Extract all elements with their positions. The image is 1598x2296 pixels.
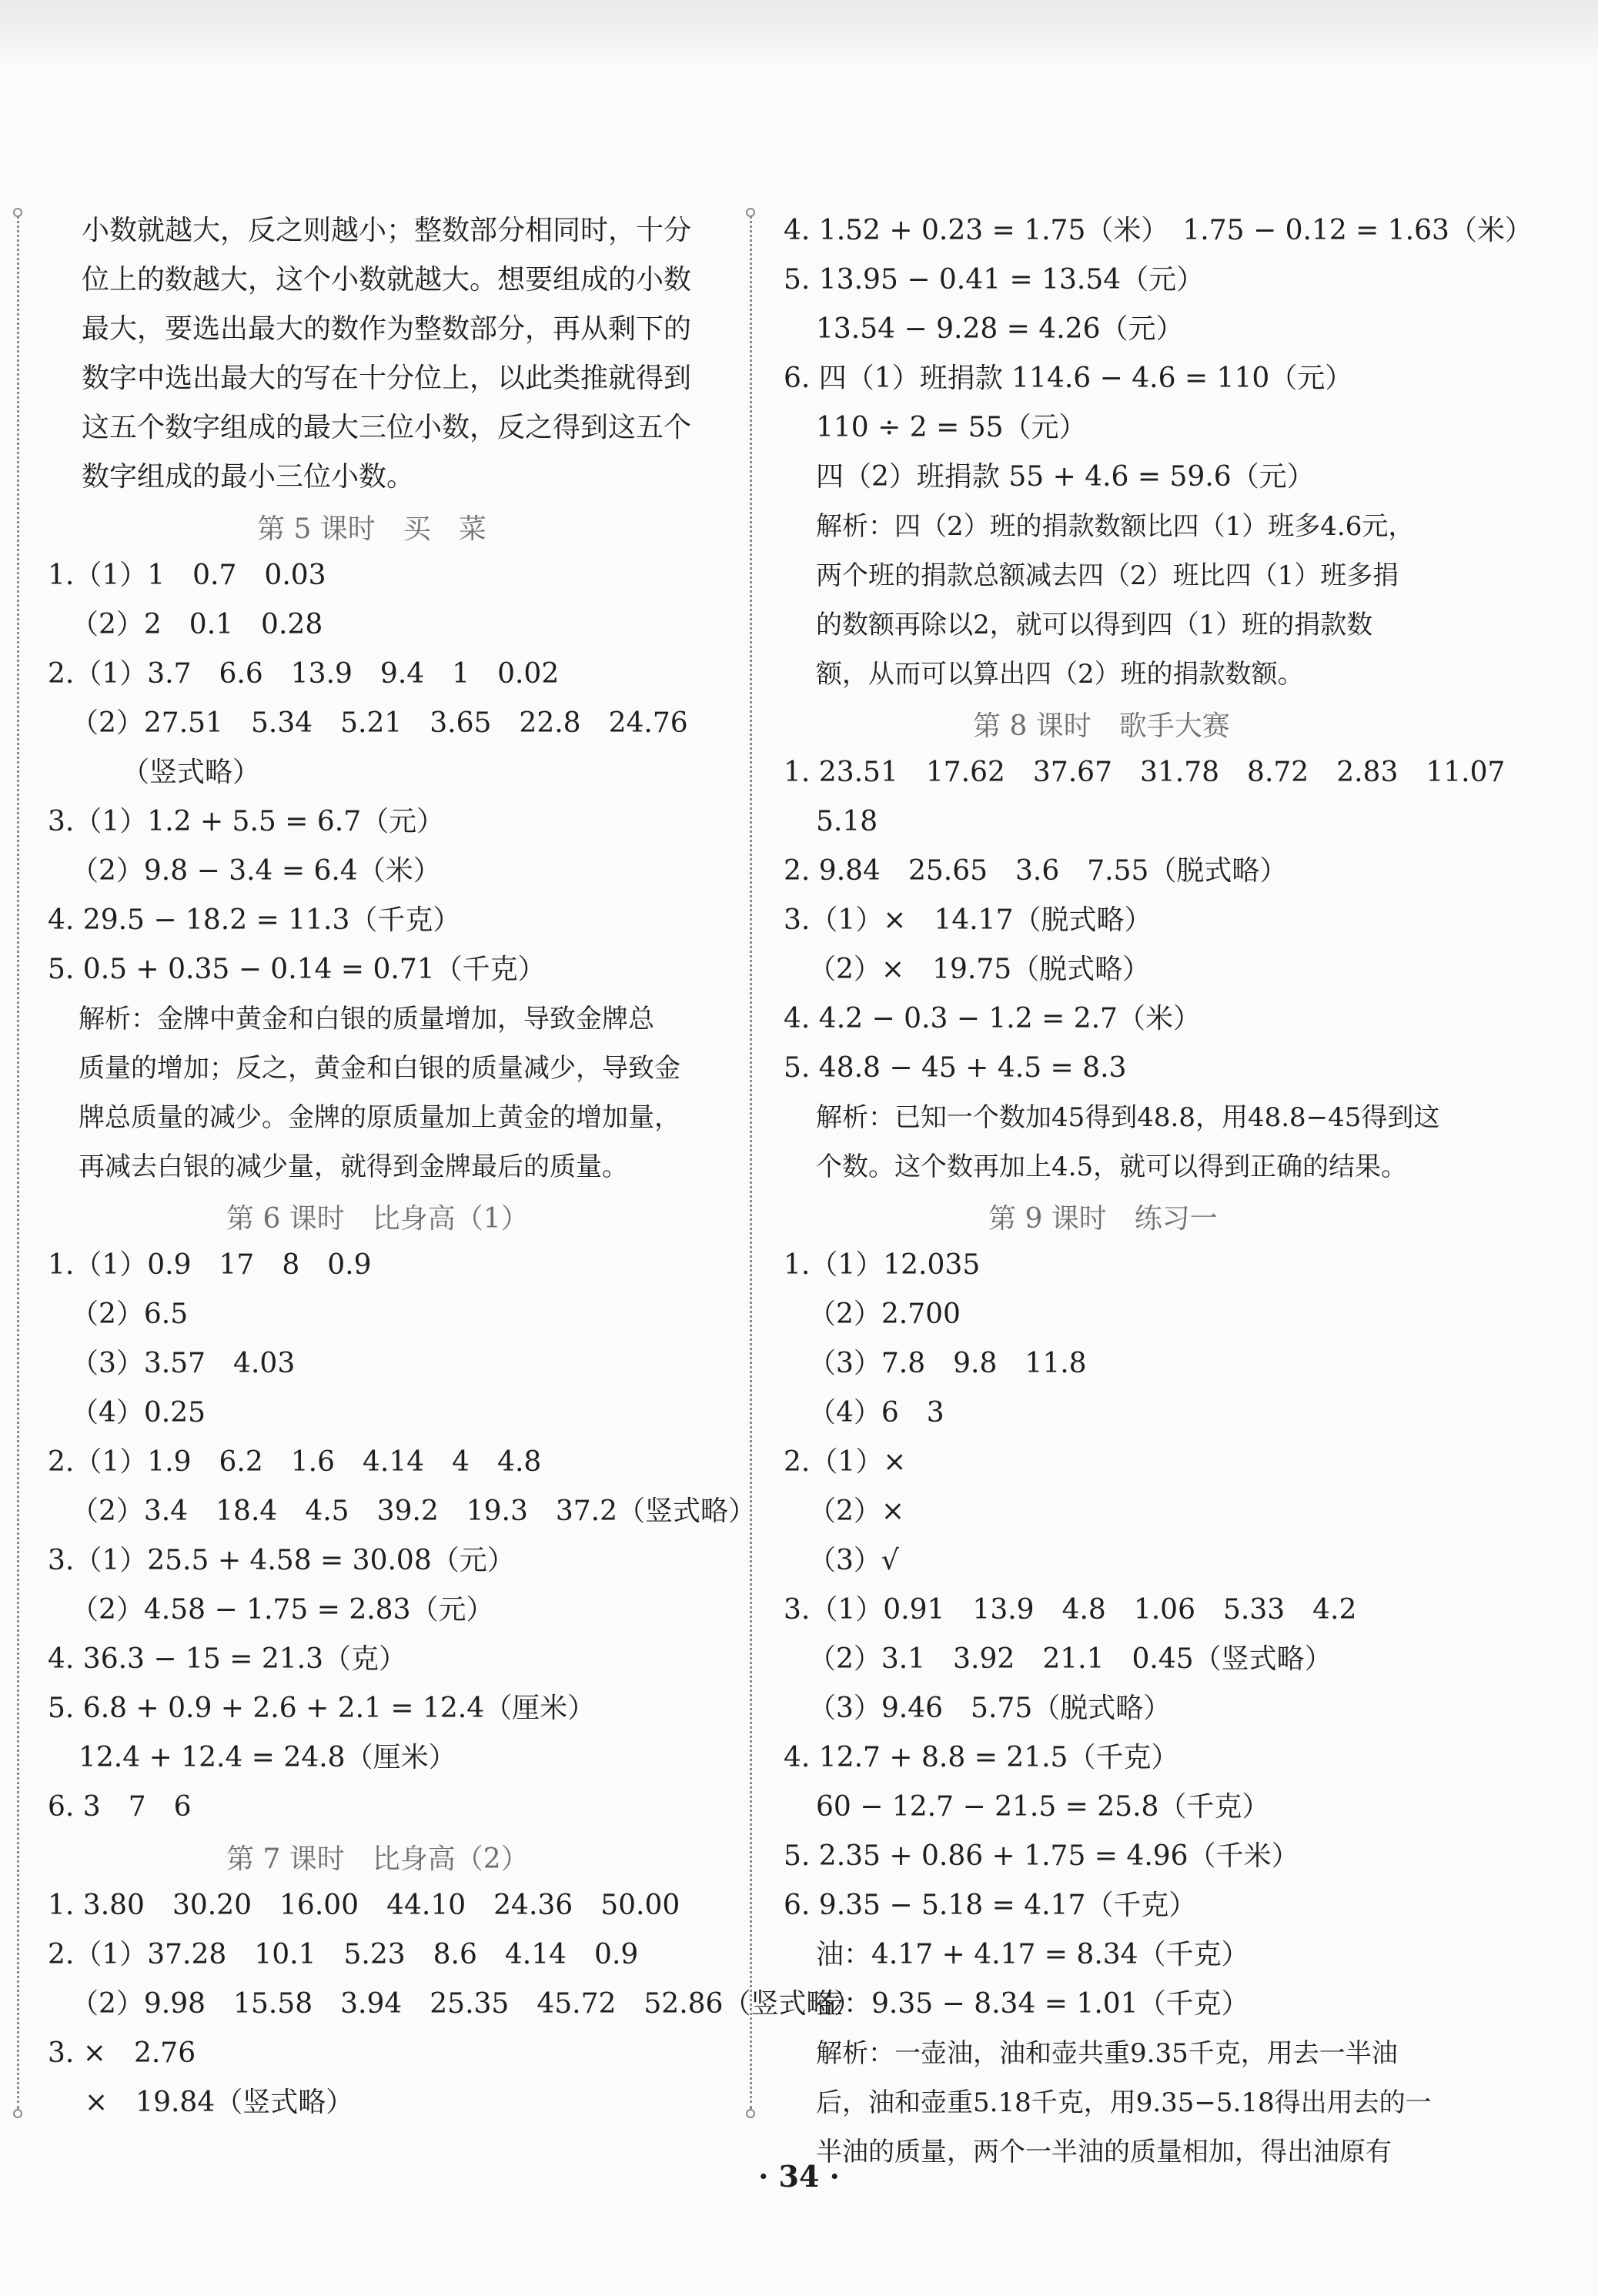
answer-line: 4. 36.3 − 15 = 21.3（克）: [48, 1643, 407, 1675]
answer-line: （2）9.8 − 3.4 = 6.4（米）: [71, 855, 441, 887]
analysis-line: 牌总质量的减少。金牌的原质量加上黄金的增加量，: [79, 1102, 680, 1133]
answer-line: 1.（1）12.035: [784, 1249, 981, 1281]
answer-line: 2.（1）3.7 6.6 13.9 9.4 1 0.02: [48, 658, 560, 690]
lesson-heading: 第 7 课时 比身高（2）: [226, 1843, 529, 1875]
analysis-line: 解析：四（2）班的捐款数额比四（1）班多4.6元，: [816, 511, 1415, 542]
analysis-line: 解析：一壶油，油和壶共重9.35千克，用去一半油: [816, 2038, 1398, 2069]
answer-line: 3.（1）25.5 + 4.58 = 30.08（元）: [48, 1545, 515, 1576]
answer-line: （2）9.98 15.58 3.94 25.35 45.72 52.86（竖式略）: [71, 1988, 862, 2020]
answer-line: （4）6 3: [808, 1397, 944, 1429]
answer-line: 12.4 + 12.4 = 24.8（厘米）: [79, 1742, 456, 1773]
text-line: 这五个数字组成的最大三位小数，反之得到这五个: [82, 412, 692, 443]
left-margin-dot-bottom: [13, 2109, 22, 2118]
answer-line: 5. 13.95 − 0.41 = 13.54（元）: [784, 264, 1205, 296]
answer-line: 4. 4.2 − 0.3 − 1.2 = 2.7（米）: [784, 1003, 1201, 1034]
answer-line: 5. 48.8 − 45 + 4.5 = 8.3: [784, 1052, 1127, 1084]
answer-line: 壶：9.35 − 8.34 = 1.01（千克）: [816, 1988, 1249, 2020]
text-line: 数字中选出最大的写在十分位上，以此类推就得到: [82, 363, 692, 394]
answer-line: 1. 23.51 17.62 37.67 31.78 8.72 2.83 11.07: [784, 757, 1506, 788]
divider-dot-bottom: [746, 2109, 755, 2118]
answer-line: 1. 3.80 30.20 16.00 44.10 24.36 50.00: [48, 1890, 680, 1921]
answer-line: 2.（1）×: [784, 1446, 907, 1478]
analysis-line: 解析：已知一个数加45得到48.8，用48.8−45得到这: [816, 1102, 1440, 1133]
answer-line: （2）3.4 18.4 4.5 39.2 19.3 37.2（竖式略）: [71, 1496, 757, 1527]
analysis-line: 额，从而可以算出四（2）班的捐款数额。: [816, 659, 1304, 690]
answer-line: （3）√: [808, 1545, 899, 1576]
analysis-line: 再减去白银的减少量，就得到金牌最后的质量。: [79, 1151, 628, 1182]
analysis-line: 半油的质量，两个一半油的质量相加，得出油原有: [816, 2137, 1392, 2167]
answer-line: 2.（1）37.28 10.1 5.23 8.6 4.14 0.9: [48, 1939, 639, 1970]
answer-line: （2）2 0.1 0.28: [71, 609, 323, 640]
analysis-line: 后，油和壶重5.18千克，用9.35−5.18得出用去的一: [816, 2087, 1432, 2118]
answer-line: 油：4.17 + 4.17 = 8.34（千克）: [816, 1939, 1249, 1970]
answer-line: 3. × 2.76: [48, 2037, 196, 2069]
answer-line: （2）27.51 5.34 5.21 3.65 22.8 24.76: [71, 707, 688, 739]
page-number: · 34 ·: [758, 2159, 840, 2194]
page-top-shade: [0, 0, 1598, 69]
answer-line: 3.（1）× 14.17（脱式略）: [784, 904, 1152, 936]
answer-line: 4. 12.7 + 8.8 = 21.5（千克）: [784, 1742, 1179, 1773]
answer-line: 110 ÷ 2 = 55（元）: [816, 412, 1087, 443]
column-divider-dotted-line: [750, 216, 752, 2109]
answer-line: （3）3.57 4.03: [71, 1348, 296, 1379]
answer-line: 6. 3 7 6: [48, 1791, 192, 1823]
analysis-line: 质量的增加；反之，黄金和白银的质量减少，导致金: [79, 1053, 680, 1084]
answer-line: （2）×: [808, 1496, 905, 1527]
analysis-line: 的数额再除以2，就可以得到四（1）班的捐款数: [816, 610, 1373, 640]
answer-line: 13.54 − 9.28 = 4.26（元）: [816, 313, 1184, 345]
lesson-heading: 第 8 课时 歌手大赛: [973, 710, 1230, 742]
left-margin-dotted-line: [17, 216, 19, 2109]
answer-line: （竖式略）: [122, 757, 261, 788]
lesson-heading: 第 9 课时 练习一: [988, 1203, 1218, 1235]
answer-line: 1.（1）1 0.7 0.03: [48, 560, 326, 591]
answer-line: 60 − 12.7 − 21.5 = 25.8（千克）: [816, 1791, 1270, 1823]
text-line: 小数就越大，反之则越小；整数部分相同时，十分: [82, 215, 692, 246]
analysis-line: 解析：金牌中黄金和白银的质量增加，导致金牌总: [79, 1004, 654, 1034]
answer-line: 3.（1）0.91 13.9 4.8 1.06 5.33 4.2: [784, 1594, 1357, 1626]
answer-line: 4. 1.52 + 0.23 = 1.75（米） 1.75 − 0.12 = 1.63（米）: [784, 215, 1533, 246]
answer-line: 4. 29.5 − 18.2 = 11.3（千克）: [48, 904, 461, 936]
answer-line: 5.18: [816, 806, 878, 837]
answer-line: （2）4.58 − 1.75 = 2.83（元）: [71, 1594, 494, 1626]
divider-dot-top: [746, 208, 755, 217]
answer-line: 6. 9.35 − 5.18 = 4.17（千克）: [784, 1890, 1197, 1921]
answer-line: （2）2.700: [808, 1298, 961, 1330]
lesson-heading: 第 6 课时 比身高（1）: [226, 1203, 529, 1235]
answer-line: 2.（1）1.9 6.2 1.6 4.14 4 4.8: [48, 1446, 542, 1478]
lesson-heading: 第 5 课时 买 菜: [257, 513, 486, 545]
analysis-line: 个数。这个数再加上4.5，就可以得到正确的结果。: [816, 1151, 1408, 1182]
answer-line: × 19.84（竖式略）: [85, 2087, 354, 2118]
answer-line: （3）9.46 5.75（脱式略）: [808, 1693, 1172, 1724]
answer-line: 5. 6.8 + 0.9 + 2.6 + 2.1 = 12.4（厘米）: [48, 1693, 596, 1724]
left-margin-dot-top: [13, 208, 22, 217]
answer-line: 1.（1）0.9 17 8 0.9: [48, 1249, 372, 1281]
answer-line: （2）6.5: [71, 1298, 189, 1330]
answer-line: 四（2）班捐款 55 + 4.6 = 59.6（元）: [816, 461, 1315, 493]
answer-line: 5. 2.35 + 0.86 + 1.75 = 4.96（千米）: [784, 1840, 1299, 1872]
answer-line: （2）3.1 3.92 21.1 0.45（竖式略）: [808, 1643, 1332, 1675]
analysis-line: 两个班的捐款总额减去四（2）班比四（1）班多捐: [816, 560, 1399, 591]
text-line: 最大，要选出最大的数作为整数部分，再从剩下的: [82, 313, 692, 345]
answer-line: 2. 9.84 25.65 3.6 7.55（脱式略）: [784, 855, 1288, 887]
answer-line: （4）0.25: [71, 1397, 206, 1429]
answer-line: （2）× 19.75（脱式略）: [808, 954, 1151, 985]
text-line: 数字组成的最小三位小数。: [82, 461, 415, 493]
answer-line: （3）7.8 9.8 11.8: [808, 1348, 1087, 1379]
text-line: 位上的数越大，这个小数就越大。想要组成的小数: [82, 264, 692, 296]
answer-line: 5. 0.5 + 0.35 − 0.14 = 0.71（千克）: [48, 954, 546, 985]
answer-line: 3.（1）1.2 + 5.5 = 6.7（元）: [48, 806, 445, 837]
answer-line: 6. 四（1）班捐款 114.6 − 4.6 = 110（元）: [784, 363, 1353, 394]
